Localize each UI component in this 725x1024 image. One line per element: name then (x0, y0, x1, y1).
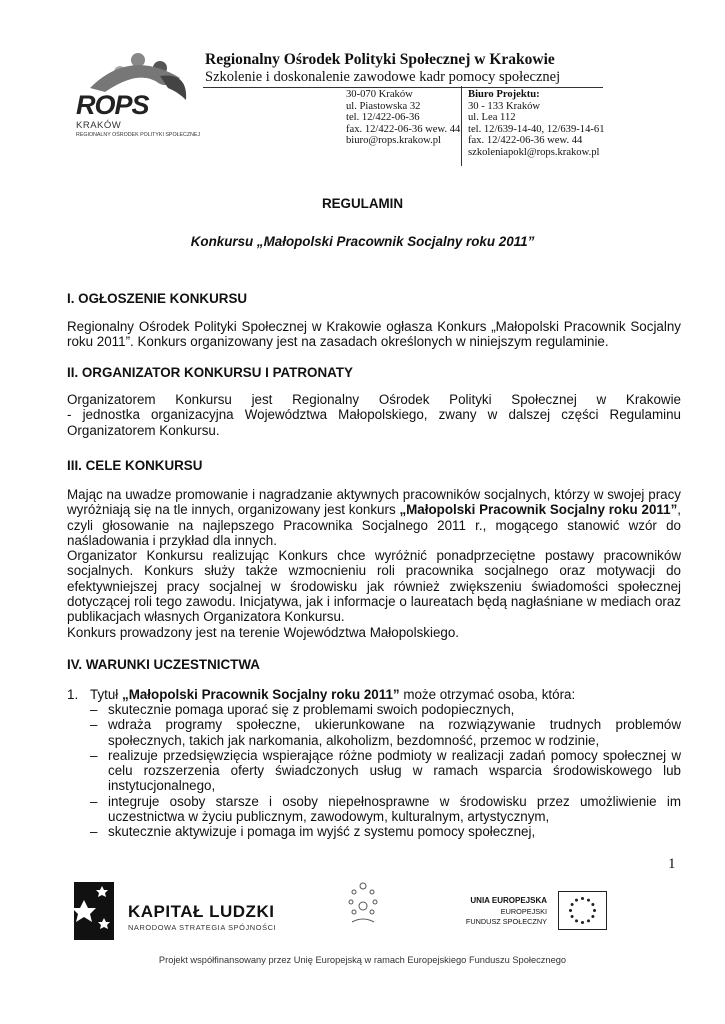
dash-bullet: – (90, 747, 98, 763)
address-main (346, 89, 460, 147)
address-line: ul. Piastowska 32 (346, 100, 421, 112)
rops-logo-subtitle: REGIONALNY OŚRODEK POLITYKI SPOŁECZNEJ (76, 132, 201, 138)
doc-subtitle: Konkursu „Małopolski Pracownik Socjalny roku 2011” (190, 234, 535, 249)
eu-line: EUROPEJSKI (500, 907, 547, 916)
criteria-list (90, 702, 681, 840)
kapital-ludzki-emblem-icon (68, 878, 120, 944)
section-4-item-1 (67, 687, 681, 702)
malopolska-stars-icon (346, 880, 380, 930)
list-item-text: skutecznie pomaga uporać się z problemami swoich podopiecznych, (108, 702, 515, 717)
address-line: tel. 12/422-06-36 (346, 112, 420, 124)
dash-bullet: – (90, 793, 98, 809)
list-item-text: integruje osoby starsze i osoby niepełnosprawne w środowisku przez umożliwienie im uczestnictwa w życiu publicznym, zawodowym, kulturalnym, artystycznym, (108, 793, 681, 825)
list-item (90, 702, 681, 717)
address-divider (461, 86, 462, 166)
email-link[interactable]: biuro@rops.krakow.pl (346, 135, 441, 147)
address-line: fax. 12/422-06-36 wew. 44 (346, 123, 461, 135)
address-line: ul. Lea 112 (468, 112, 516, 124)
eu-line: FUNDUSZ SPOŁECZNY (465, 917, 547, 926)
kapital-ludzki-subtitle: NARODOWA STRATEGIA SPÓJNOŚCI (128, 923, 277, 932)
eu-flag (558, 891, 607, 930)
section-3-text (67, 487, 681, 640)
section-2-line: Organizatorem Konkursu jest Regionalny Ośrodek Polityki Społecznej w Krakowie (67, 392, 681, 407)
contest-name: „Małopolski Pracownik Socjalny roku 2011” (122, 687, 400, 702)
list-item (90, 717, 681, 748)
section-2-line: - jednostka organizacyjna Województwa Małopolskiego, zwany w dalszej części Regulaminu (67, 407, 681, 423)
doc-title: REGULAMIN (321, 196, 404, 211)
page-number: 1 (668, 856, 676, 872)
dash-bullet: – (90, 824, 98, 840)
rops-logo (60, 48, 210, 148)
section-2-heading: II. ORGANIZATOR KONKURSU I PATRONATY (67, 365, 353, 380)
eu-title: UNIA EUROPEJSKA (470, 896, 547, 905)
rops-logo-text: ROPS (76, 90, 149, 120)
list-item-text: realizuje przedsięwzięcia wspierające różne podmioty w realizacji zadań pomocy społecznej w celu rozszerzenia oferty świadczonych usług w ramach wsparcia środowiskowego lub instytucjonalnego, (108, 747, 681, 794)
header-title: Regionalny Ośrodek Polityki Społecznej w Krakowie (205, 51, 555, 68)
address-project (468, 89, 605, 159)
section-1-text: Regionalny Ośrodek Polityki Społecznej w Krakowie ogłasza Konkurs „Małopolski Pracownik Socjalny roku 2011”. Konkurs organizowany jest na zasadach określonych w niniejszym regulaminie. (67, 319, 681, 350)
eu-logo-text (455, 896, 547, 926)
malopolska-emblem (346, 880, 380, 930)
text-span: Tytuł (90, 687, 122, 702)
list-item (90, 794, 681, 825)
eu-stars-icon (559, 892, 606, 929)
email-link[interactable]: szkoleniapokl@rops.krakow.pl (468, 146, 600, 158)
list-item-text: skutecznie aktywizuje i pomaga im wyjść z systemu pomocy społecznej, (108, 824, 536, 840)
section-2-line: Organizatorem Konkursu. (67, 422, 220, 438)
section-3-paragraph: Konkurs prowadzony jest na terenie Województwa Małopolskiego. (67, 624, 460, 640)
contest-name: „Małopolski Pracownik Socjalny roku 2011” (399, 502, 678, 518)
dash-bullet: – (90, 702, 98, 717)
funding-note: Projekt współfinansowany przez Unię Europejską w ramach Europejskiego Funduszu Społecznego (158, 955, 567, 965)
text-span: , czyli głosowanie na najlepszego Pracownika Socjalnego 2011 r., mogącego stanowić wzór do naśladowania i przykład dla innych. (67, 502, 681, 548)
dash-bullet: – (90, 717, 98, 733)
section-2-text (67, 392, 681, 438)
list-item (90, 824, 681, 839)
text-span: Mając na uwadze promowanie i nagradzanie aktywnych pracowników socjalnych, którzy w swojej pracy wyróżniają się na tle innych, organizowany jest konkurs (67, 487, 681, 518)
header-subtitle: Szkolenie i doskonalenie zawodowe kadr pomocy społecznej (205, 69, 561, 85)
list-item (90, 748, 681, 794)
address-heading: Biuro Projektu: (468, 89, 540, 100)
text-span: może otrzymać osoba, która: (399, 687, 576, 702)
address-line: 30 - 133 Kraków (468, 100, 541, 112)
header-divider (203, 87, 603, 88)
address-line: fax. 12/422-06-36 wew. 44 (468, 135, 583, 147)
kapital-ludzki-logo (68, 878, 288, 948)
section-1-heading: I. OGŁOSZENIE KONKURSU (67, 291, 248, 306)
section-3-paragraph: Organizator Konkursu realizując Konkurs chce wyróżnić ponadprzeciętne postawy pracowników socjalnych. Konkurs służy także wzmocnieniu roli pracownika socjalnego oraz motywacji do efektywniejszej pracy socjalnej w środowisku jak również zwiększeniu świadomości społecznej dotyczącej roli tego zawodu. Inicjatywa, jak i informacje o laureatach będą nagłaśniane w mediach oraz publikacjach własnych Organizatora Konkursu. (67, 548, 681, 625)
rops-logo-city: KRAKÓW (76, 120, 122, 131)
address-line: tel. 12/639-14-40, 12/639-14-61 (468, 123, 605, 135)
section-3-paragraph (67, 487, 681, 548)
section-3-heading: III. CELE KONKURSU (67, 458, 203, 473)
list-number: 1. (67, 687, 79, 702)
section-4-heading: IV. WARUNKI UCZESTNICTWA (67, 657, 260, 672)
list-item-text: wdraża programy społeczne, ukierunkowane na rozwiązywanie trudnych problemów społecznych, takich jak narkomania, alkoholizm, bezdomność, przemoc w rodzinie, (108, 717, 681, 748)
address-line: 30-070 Kraków (346, 89, 413, 100)
kapital-ludzki-title: KAPITAŁ LUDZKI (128, 902, 275, 921)
